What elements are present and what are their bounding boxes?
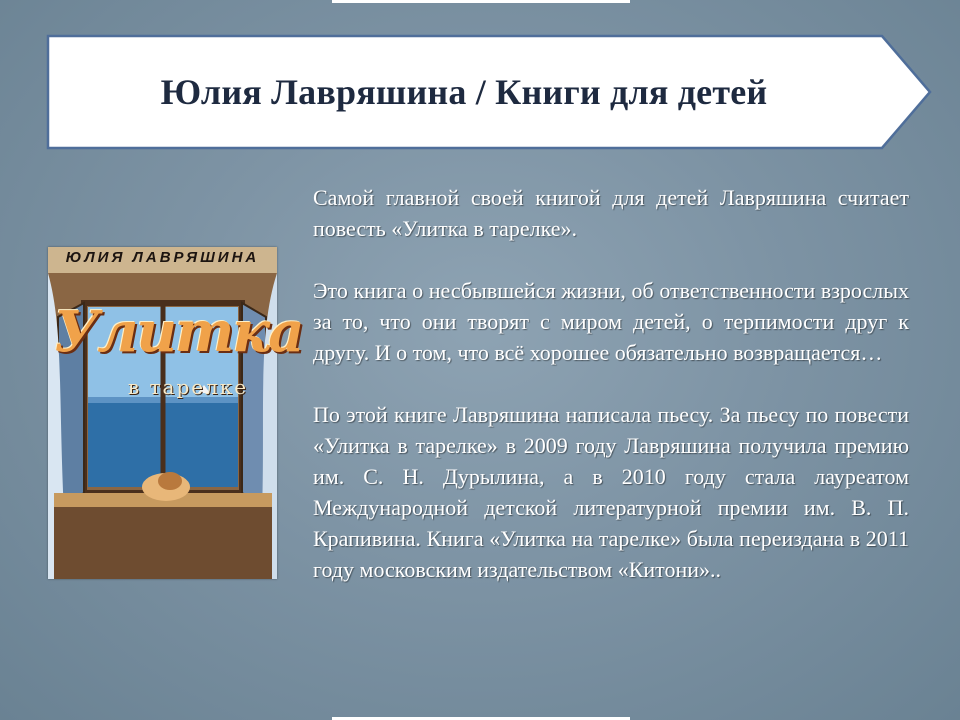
- cover-subtitle: в тарелке: [127, 375, 249, 399]
- title-banner: [46, 34, 932, 150]
- paragraph-3: По этой книге Лавряшина написала пьесу. За пьесу по повести «Улитка в тарелке» в 2009 году Лавряшина получила премию им. С. Н. Дурылина, а в 2010 году стала лауреатом Международной детской литературной премии им. В. П. Крапивина. Книга «Улитка на тарелке» была переиздана в 2011 году московским издательством «Китони»..: [313, 402, 909, 582]
- paragraph-1: Самой главной своей книгой для детей Лавряшина считает повесть «Улитка в тарелке».: [313, 185, 909, 241]
- paragraph-2: Это книга о несбывшейся жизни, об ответственности взрослых за то, что они творят с миром детей, о терпимости друг к другу. И о том, что всё хорошее обязательно возвращается…: [313, 278, 909, 365]
- top-decor-strip: [332, 0, 630, 3]
- page-title: Юлия Лавряшина / Книги для детей: [160, 72, 768, 112]
- description-text: [313, 182, 909, 585]
- cover-author: ЮЛИЯ ЛАВРЯШИНА: [65, 249, 260, 266]
- cover-title: Улитка: [54, 299, 303, 365]
- book-cover-illustration: [48, 247, 303, 579]
- book-cover-image: [48, 247, 303, 579]
